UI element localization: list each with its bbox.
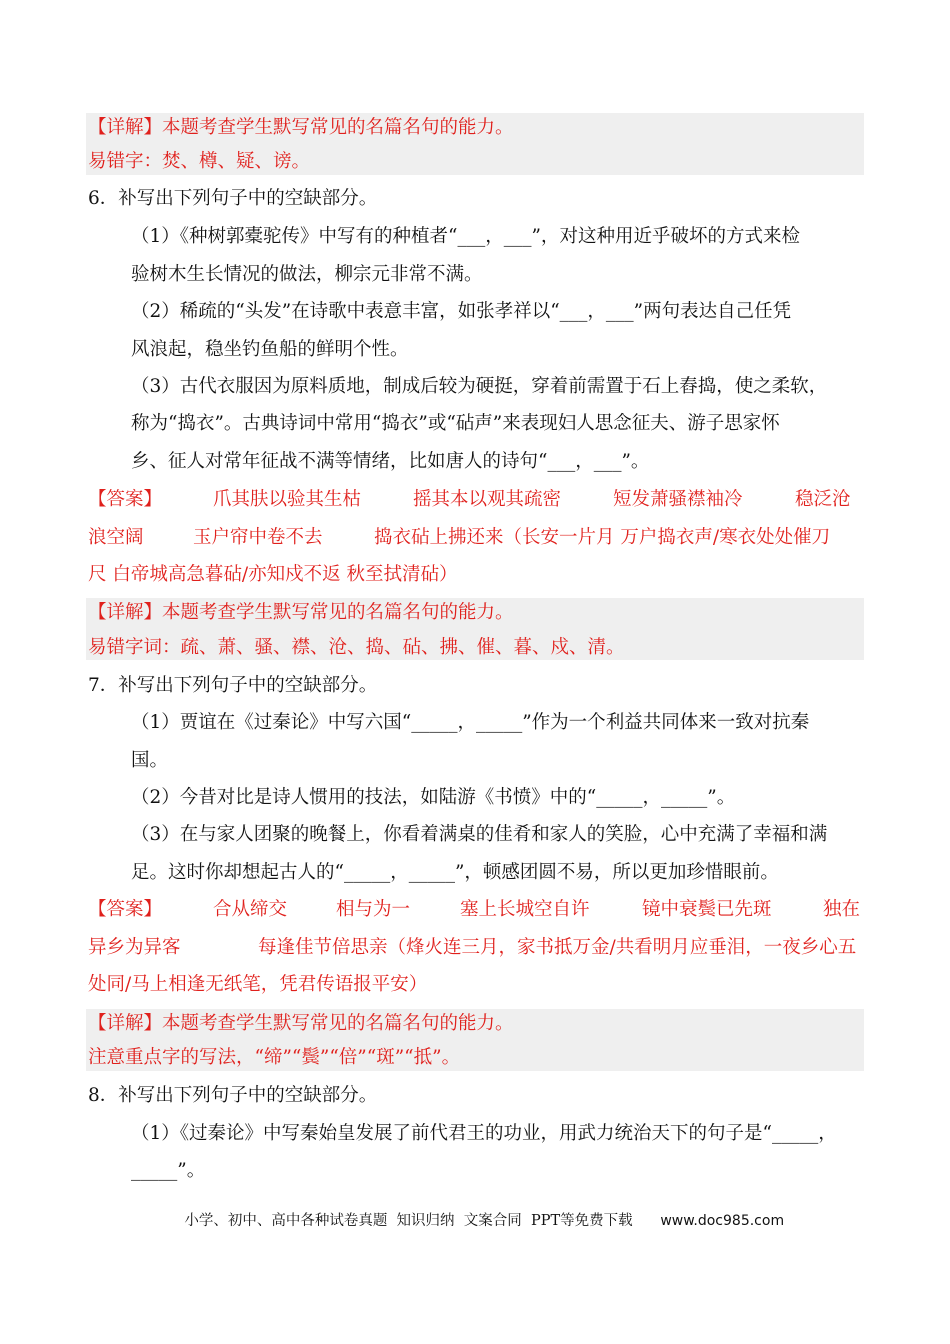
errors-q5: 易错字：焚、樽、疑、谤。 — [88, 151, 311, 172]
q7-part1-line1: （1）贾谊在《过秦论》中写六国“_____，_____”作为一个利益共同体来一致对抗秦 — [131, 712, 810, 733]
question-8-title: 8．补写出下列句子中的空缺部分。 — [88, 1085, 378, 1106]
answer-q6-item3: 短发萧骚襟袖冷 — [613, 489, 743, 510]
q6-part2-line1: （2）稀疏的“头发”在诗歌中表意丰富，如张孝祥以“___，___”两句表达自己任凭 — [131, 301, 792, 322]
answer-q6-item5: 玉户帘中卷不去 — [193, 527, 323, 548]
answer-q6-item1: 爪其肤以验其生枯 — [213, 489, 362, 510]
answer-q6-line1 — [88, 488, 162, 512]
answer-q7-item2: 相与为一 — [336, 899, 411, 920]
answer-q7-item4: 镜中衰鬓已先斑 — [642, 899, 772, 920]
q7-part3-line1: （3）在与家人团聚的晚餐上，你看着满桌的佳肴和家人的笑脸，心中充满了幸福和满 — [131, 824, 828, 845]
note-q7: 注意重点字的写法，“缔”“鬓”“倍”“斑”“抵”。 — [88, 1047, 461, 1068]
answer-q6-item6-cont: 尺 白帝城高急暮砧/亦知戍不返 秋至拭清砧） — [88, 564, 458, 585]
answer-q7-item5: 独在 — [823, 899, 861, 920]
q8-part1-line1: （1）《过秦论》中写秦始皇发展了前代君王的功业，用武力统治天下的句子是“_____， — [131, 1123, 837, 1144]
detail-label: 【详解】 — [88, 1013, 163, 1034]
q6-part1-line2: 验树木生长情况的做法，柳宗元非常不满。 — [131, 264, 483, 285]
q6-part3-line3: 乡、征人对常年征战不满等情绪，比如唐人的诗句“___，___”。 — [131, 451, 650, 472]
q6-part3-line1: （3）古代衣服因为原料质地，制成后较为硬挺，穿着前需置于石上舂捣，使之柔软， — [131, 376, 828, 397]
answer-q7-item6-cont: 处同/马上相逢无纸笔，凭君传语报平安） — [88, 974, 428, 995]
detail-q5 — [88, 116, 514, 140]
detail-q7 — [88, 1012, 514, 1036]
detail-label: 【详解】 — [88, 602, 163, 623]
answer-q7-line1 — [88, 898, 162, 922]
answer-q6-item4: 稳泛沧 — [795, 489, 851, 510]
answer-q7-item1: 合从缔交 — [213, 899, 288, 920]
answer-q7-item6: 每逢佳节倍思亲（烽火连三月，家书抵万金/共看明月应垂泪，一夜乡心五 — [258, 937, 857, 958]
question-6-title: 6．补写出下列句子中的空缺部分。 — [88, 188, 378, 209]
detail-q6 — [88, 601, 514, 625]
answer-q7-item5-cont: 异乡为异客 — [88, 937, 181, 958]
q7-part2-line1: （2）今昔对比是诗人惯用的技法，如陆游《书愤》中的“_____，_____”。 — [131, 787, 736, 808]
answer-q6-item4-cont: 浪空阔 — [88, 527, 144, 548]
q6-part2-line2: 风浪起，稳坐钓鱼船的鲜明个性。 — [131, 339, 409, 360]
q6-part3-line2: 称为“捣衣”。古典诗词中常用“捣衣”或“砧声”来表现妇人思念征夫、游子思家怀 — [131, 413, 780, 434]
q8-part1-line2: _____”。 — [131, 1160, 206, 1181]
q6-part1-line1: （1）《种树郭橐驼传》中写有的种植者“___，___”，对这种用近乎破坏的方式来检 — [131, 226, 800, 247]
answer-q6-item2: 摇其本以观其疏密 — [413, 489, 562, 510]
q7-part3-line2: 足。这时你却想起古人的“_____，_____”，顿感团圆不易，所以更加珍惜眼前。 — [131, 862, 779, 883]
footer-text: 小学、初中、高中各种试卷真题 知识归纳 文案合同 PPT等免费下载 — [184, 1213, 633, 1229]
answer-label: 【答案】 — [88, 489, 163, 510]
errors-q6: 易错字词：疏、萧、骚、襟、沧、捣、砧、拂、催、暮、戍、清。 — [88, 637, 625, 658]
answer-q6-item6: 捣衣砧上拂还来（长安一片月 万户捣衣声/寒衣处处催刀 — [374, 527, 831, 548]
q7-part1-line2: 国。 — [131, 750, 169, 771]
question-7-title: 7．补写出下列句子中的空缺部分。 — [88, 675, 378, 696]
answer-label: 【答案】 — [88, 899, 163, 920]
detail-text: 本题考查学生默写常见的名篇名句的能力。 — [162, 1013, 514, 1034]
detail-text: 本题考查学生默写常见的名篇名句的能力。 — [162, 117, 514, 138]
detail-label: 【详解】 — [88, 117, 163, 138]
detail-text: 本题考查学生默写常见的名篇名句的能力。 — [162, 602, 514, 623]
answer-q7-item3: 塞上长城空自许 — [460, 899, 590, 920]
footer-url[interactable]: www.doc985.com — [660, 1213, 785, 1229]
page-footer — [0, 1191, 950, 1251]
